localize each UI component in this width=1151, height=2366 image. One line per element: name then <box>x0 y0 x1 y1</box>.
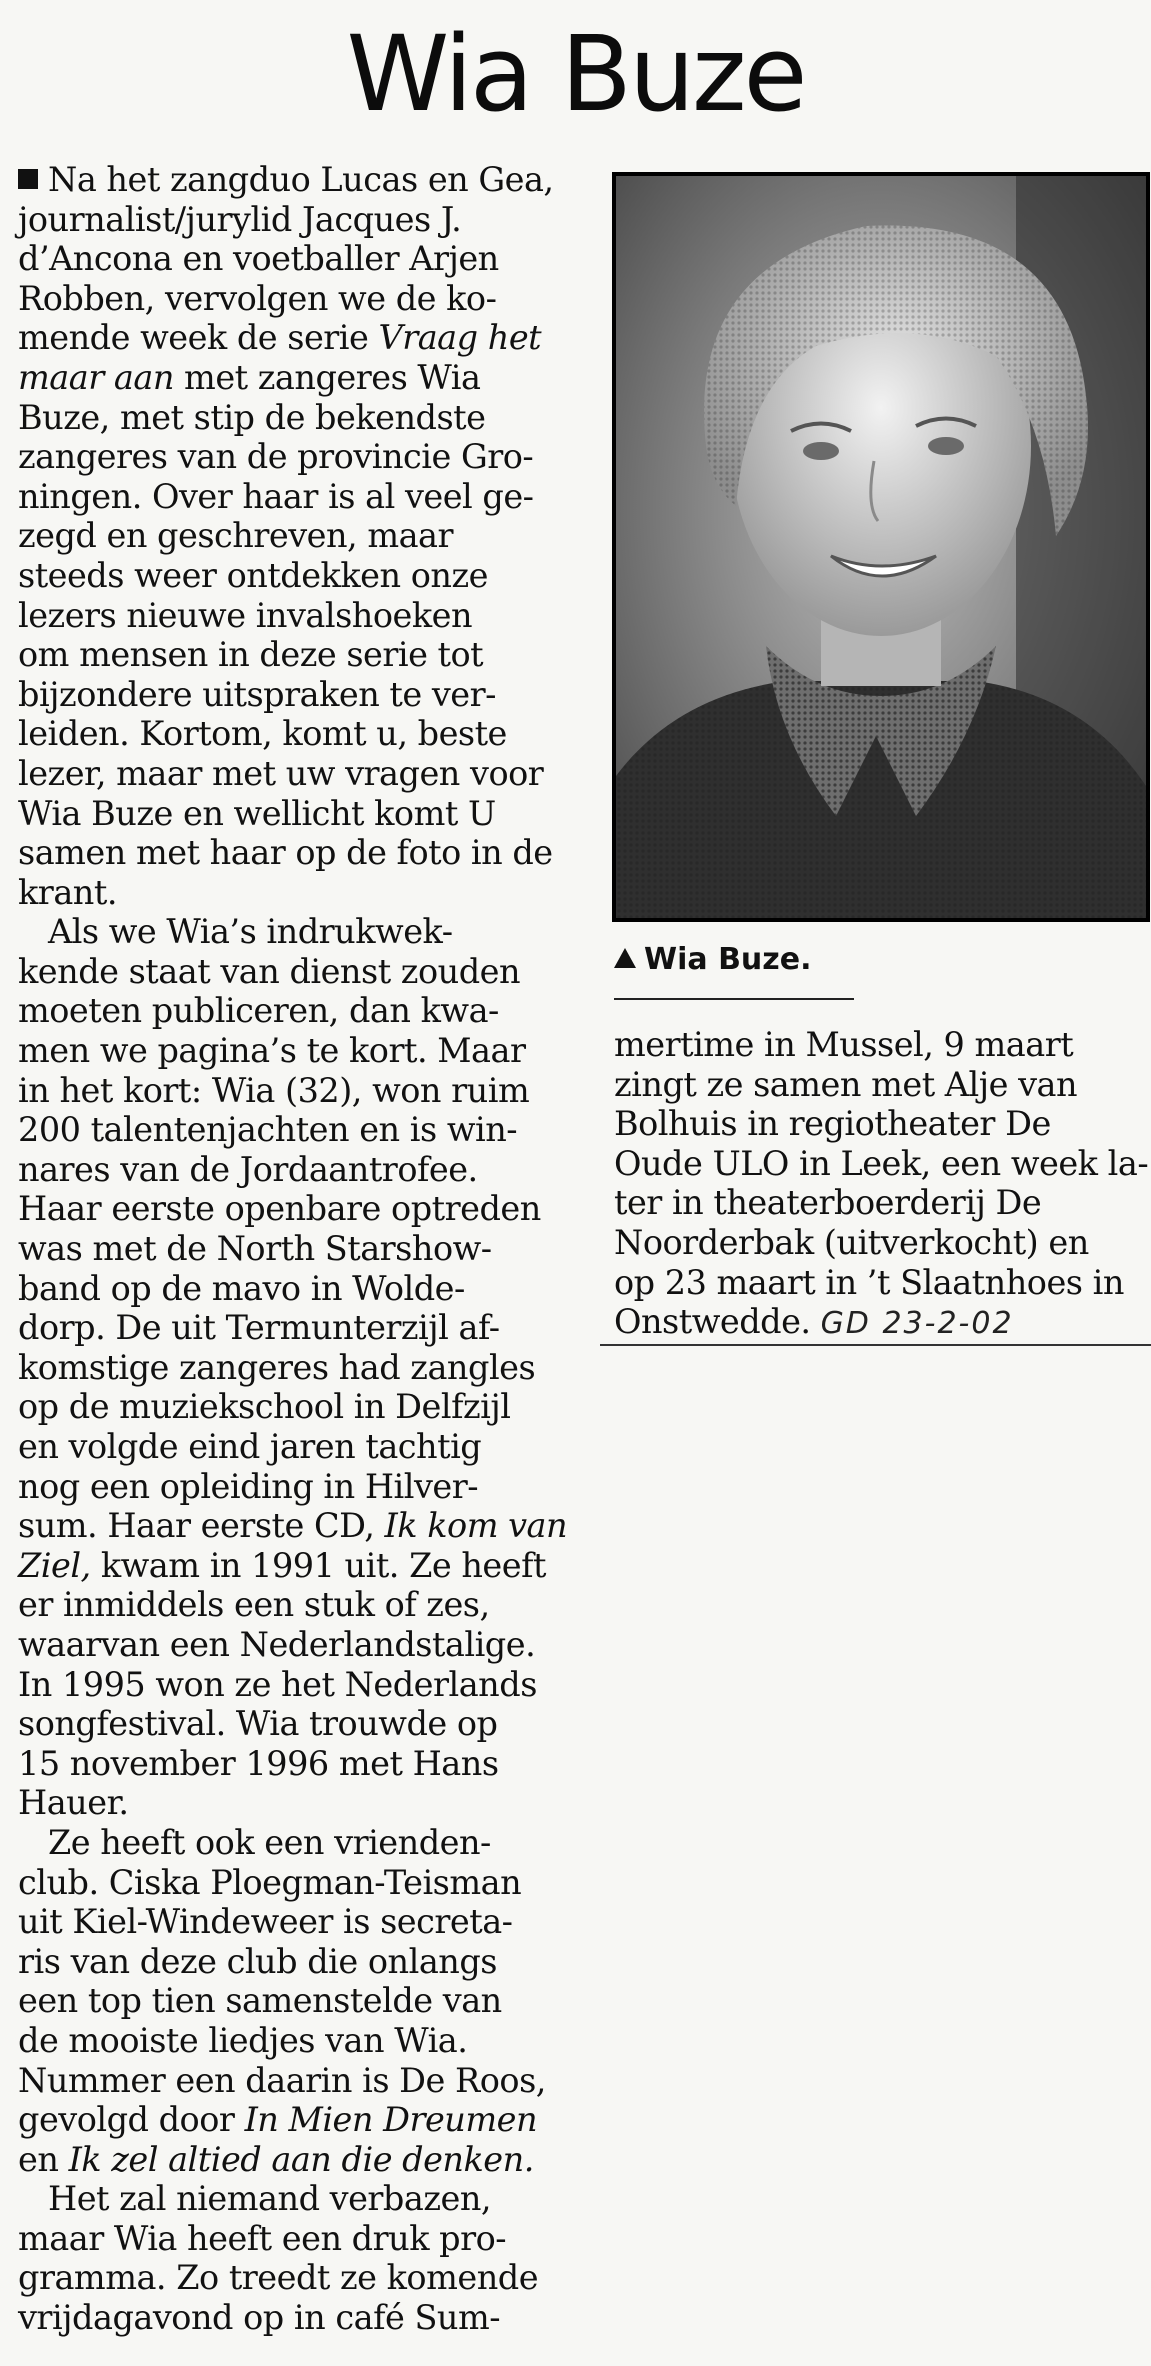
line-text: uit Kiel-Windeweer is secreta- <box>18 1902 513 1942</box>
line-text: Wia Buze en wellicht komt U <box>18 793 496 833</box>
line-text: dorp. De uit Termunterzijl af- <box>18 1308 500 1348</box>
text-line <box>18 1665 578 1705</box>
text-line <box>18 952 578 992</box>
portrait-image <box>616 176 1146 918</box>
text-line <box>18 2100 578 2140</box>
line-text: krant. <box>18 872 117 912</box>
line-text: gramma. Zo treedt ze komende <box>18 2258 539 2298</box>
line-text: waarvan een Nederlandstalige. <box>18 1624 536 1664</box>
headline: Wia Buze <box>346 13 805 135</box>
line-text: ris van deze club die onlangs <box>18 1941 498 1981</box>
text-line <box>18 1071 578 1111</box>
line-text: de mooiste liedjes van Wia. <box>18 2020 468 2060</box>
text-line <box>18 833 578 873</box>
line-text: steeds weer ontdekken onze <box>18 555 488 595</box>
line-text: ningen. Over haar is al veel ge- <box>18 476 534 516</box>
text-line <box>614 1065 1149 1105</box>
italic-title: maar aan <box>18 357 174 397</box>
text-line <box>18 160 578 200</box>
text-line <box>18 2258 578 2298</box>
text-line <box>18 1467 578 1507</box>
line-text: kende staat van dienst zouden <box>18 951 521 991</box>
line-text: songfestival. Wia trouwde op <box>18 1704 498 1744</box>
line-text: In 1995 won ze het Nederlands <box>18 1664 537 1704</box>
line-text: Buze, met stip de bekendste <box>18 397 486 437</box>
line-text: Nummer een daarin is De Roos, <box>18 2060 546 2100</box>
line-text: moeten publiceren, dan kwa- <box>18 991 499 1031</box>
line-text: d’Ancona en voetballer Arjen <box>18 239 499 279</box>
italic-title: Ik zel altied aan die denken. <box>68 2139 534 2179</box>
italic-title: Vraag het <box>378 318 542 358</box>
line-text: leiden. Kortom, komt u, beste <box>18 714 507 754</box>
text-line <box>614 1183 1149 1223</box>
line-text: Oude ULO in Leek, een week la- <box>614 1143 1149 1183</box>
text-line <box>18 398 578 438</box>
text-line <box>18 437 578 477</box>
text-line <box>18 1942 578 1982</box>
text-line <box>18 1031 578 1071</box>
line-text: om mensen in deze serie tot <box>18 635 484 675</box>
line-text: was met de North Starshow- <box>18 1229 492 1269</box>
text-line <box>18 596 578 636</box>
text-line <box>614 1263 1149 1303</box>
text-line <box>18 1585 578 1625</box>
text-line <box>18 2179 578 2219</box>
line-text: Na het zangduo Lucas en Gea, <box>48 160 554 199</box>
text-line <box>18 358 578 398</box>
text-line <box>18 516 578 556</box>
line-text: journalist/jurylid Jacques J. <box>18 199 462 239</box>
line-text: samen met haar op de foto in de <box>18 833 553 873</box>
line-text: Robben, vervolgen we de ko- <box>18 278 497 318</box>
line-text: mertime in Mussel, 9 maart <box>614 1025 1074 1064</box>
text-line <box>18 1427 578 1467</box>
line-text: Haar eerste openbare optreden <box>18 1189 541 1229</box>
line-text: Bolhuis in regiotheater De <box>614 1104 1051 1144</box>
line-text: mende week de serie <box>18 318 379 358</box>
text-line <box>18 873 578 913</box>
text-line <box>18 2219 578 2259</box>
text-line <box>18 1387 578 1427</box>
text-line <box>18 200 578 240</box>
line-text: in het kort: Wia (32), won ruim <box>18 1070 530 1110</box>
line-text: Het zal niemand verbazen, <box>48 2179 492 2219</box>
text-line <box>18 1110 578 1150</box>
text-line <box>18 1625 578 1665</box>
text-line <box>18 318 578 358</box>
line-text: kwam in 1991 uit. Ze heeft <box>90 1545 546 1585</box>
text-line <box>18 2140 578 2180</box>
line-text: een top tien samenstelde van <box>18 1981 502 2021</box>
line-text: men we pagina’s te kort. Maar <box>18 1031 526 1071</box>
line-text: zegd en geschreven, maar <box>18 516 454 556</box>
text-line <box>18 1189 578 1229</box>
text-line <box>18 991 578 1031</box>
text-line <box>18 239 578 279</box>
line-text: zingt ze samen met Alje van <box>614 1064 1078 1104</box>
caption-divider <box>614 998 854 1000</box>
portrait-photo <box>612 172 1150 922</box>
line-text: nog een opleiding in Hilver- <box>18 1466 479 1506</box>
line-text: op de muziekschool in Delfzijl <box>18 1387 511 1427</box>
text-line <box>18 2061 578 2101</box>
text-line <box>18 1783 578 1823</box>
italic-title: Ziel, <box>18 1545 91 1585</box>
line-text: zangeres van de provincie Gro- <box>18 437 534 477</box>
line-text: Onstwedde. <box>614 1302 811 1342</box>
text-line <box>18 635 578 675</box>
text-line <box>18 2298 578 2338</box>
handwritten-date-note: GD 23-2-02 <box>820 1306 1014 1342</box>
text-line <box>18 1981 578 2021</box>
text-line <box>614 1302 1149 1342</box>
italic-title: In Mien Dreumen <box>244 2100 538 2140</box>
text-line <box>18 675 578 715</box>
line-text: Ze heeft ook een vrienden- <box>48 1822 491 1862</box>
text-line <box>18 714 578 754</box>
line-text: lezers nieuwe invalshoeken <box>18 595 473 635</box>
line-text: en <box>18 2139 69 2179</box>
text-line <box>18 1546 578 1586</box>
text-line <box>18 794 578 834</box>
bullet-square-icon <box>18 169 38 189</box>
text-line <box>18 1150 578 1190</box>
line-text: sum. Haar eerste CD, <box>18 1506 385 1546</box>
text-line <box>18 1823 578 1863</box>
text-line <box>18 1902 578 1942</box>
line-text: 200 talentenjachten en is win- <box>18 1110 518 1150</box>
text-line <box>18 477 578 517</box>
line-text: Als we Wia’s indrukwek- <box>48 912 453 952</box>
text-line <box>18 1348 578 1388</box>
article-left-column <box>18 160 578 2338</box>
text-line <box>18 1744 578 1784</box>
text-line <box>18 754 578 794</box>
line-text: er inmiddels een stuk of zes, <box>18 1585 490 1625</box>
line-text: en volgde eind jaren tachtig <box>18 1427 482 1466</box>
line-text: bijzondere uitspraken te ver- <box>18 674 496 714</box>
line-text: met zangeres Wia <box>173 357 481 397</box>
line-text: gevolgd door <box>18 2100 245 2140</box>
line-text: club. Ciska Ploegman-Teisman <box>18 1862 522 1902</box>
text-line <box>614 1223 1149 1263</box>
italic-title: Ik kom van <box>384 1506 568 1546</box>
line-text: op 23 maart in ’t Slaatnhoes in <box>614 1262 1124 1302</box>
article-right-column <box>614 1025 1149 1342</box>
line-text: 15 november 1996 met Hans <box>18 1743 499 1783</box>
text-line <box>18 1269 578 1309</box>
line-text: Hauer. <box>18 1783 129 1823</box>
caption-triangle-icon <box>614 948 636 968</box>
text-line <box>18 1308 578 1348</box>
line-text: lezer, maar met uw vragen voor <box>18 753 544 793</box>
text-line <box>18 2021 578 2061</box>
line-text: Noorderbak (uitverkocht) en <box>614 1222 1089 1262</box>
text-line <box>18 1506 578 1546</box>
text-line <box>18 912 578 952</box>
line-text: band op de mavo in Wolde- <box>18 1268 465 1308</box>
text-line <box>18 1229 578 1269</box>
text-line <box>18 1704 578 1744</box>
article-end-rule <box>600 1344 1151 1346</box>
line-text: ter in theaterboerderij De <box>614 1183 1042 1223</box>
line-text: maar Wia heeft een druk pro- <box>18 2218 507 2258</box>
line-text: komstige zangeres had zangles <box>18 1347 536 1387</box>
text-line <box>614 1104 1149 1144</box>
text-line <box>18 1863 578 1903</box>
line-text: vrijdagavond op in café Sum- <box>18 2298 501 2338</box>
text-line <box>18 279 578 319</box>
text-line <box>614 1025 1149 1065</box>
photo-caption: Wia Buze. <box>614 940 812 980</box>
line-text: nares van de Jordaantrofee. <box>18 1149 478 1189</box>
text-line <box>18 556 578 596</box>
text-line <box>614 1144 1149 1184</box>
